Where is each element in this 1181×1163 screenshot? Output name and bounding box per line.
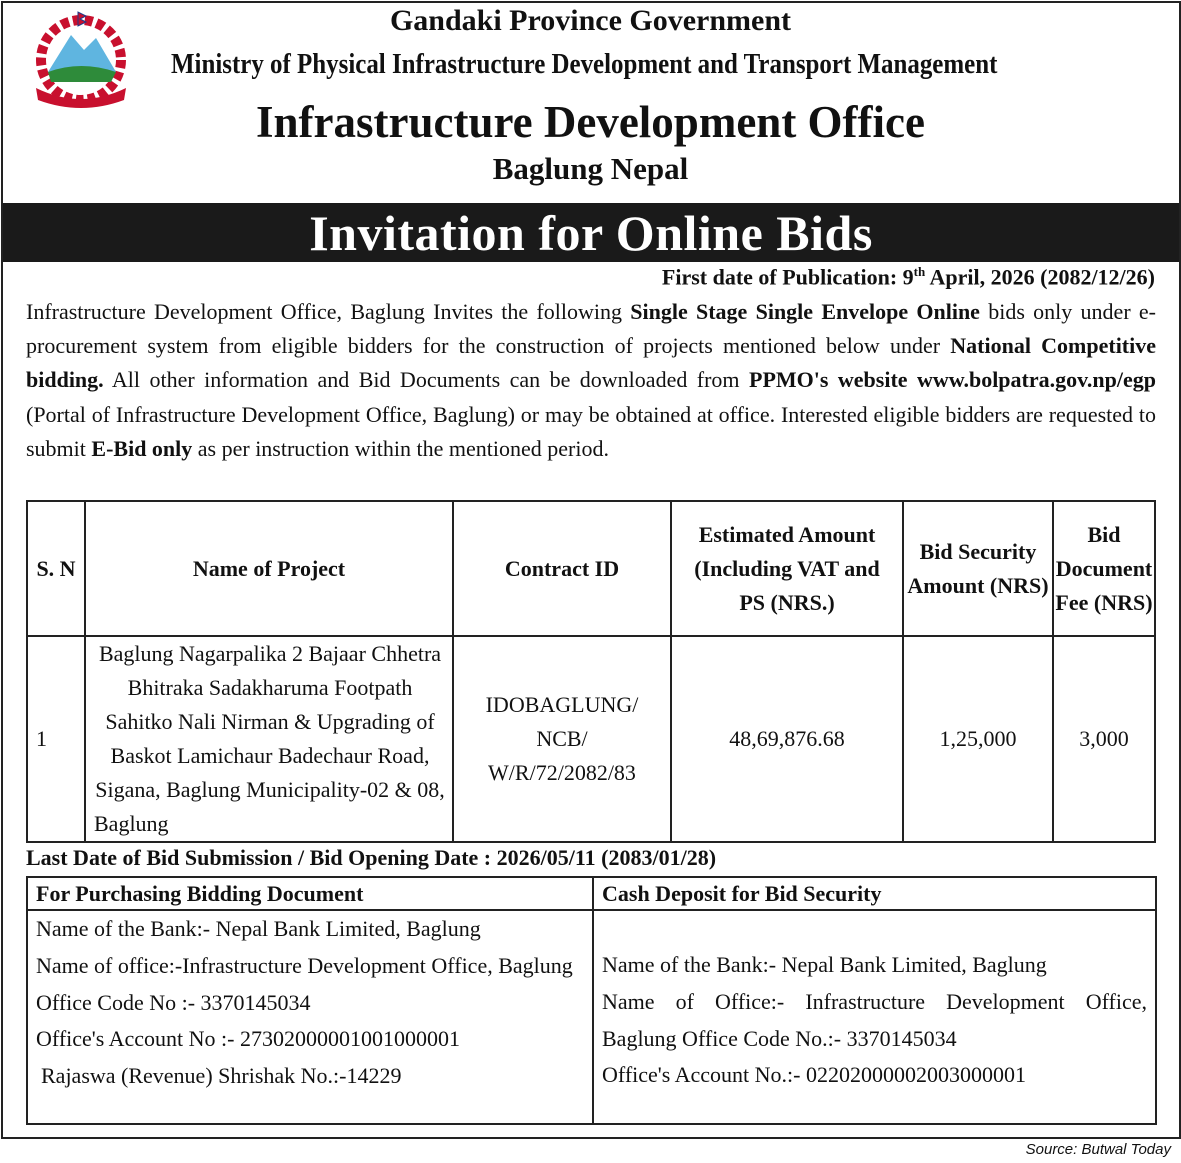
header-estimated: Estimated Amount (Including VAT and PS (NRS.) bbox=[671, 501, 903, 636]
purchase-bank: Name of the Bank:- Nepal Bank Limited, Baglung bbox=[36, 916, 481, 941]
deposit-details bbox=[593, 910, 1156, 1124]
cell-contract-id: IDOBAGLUNG/ NCB/ W/R/72/2082/83 bbox=[453, 636, 671, 842]
para-bold: National Competitive bidding. bbox=[26, 333, 1157, 393]
deposit-office: Name of Office:- Infrastructure Development Office, Baglung Office Code No.:- 3370145034 bbox=[602, 988, 1147, 1051]
ministry-title: Ministry of Physical Infrastructure Development and Transport Management bbox=[170, 48, 998, 80]
header-project: Name of Project bbox=[85, 501, 453, 636]
cell-sn: 1 bbox=[27, 636, 85, 842]
cell-project: Baglung Nagarpalika 2 Bajaar Chhetra Bhitraka Sadakharuma Footpath Sahitko Nali Nirman & Upgrading of Baskot Lamichaur Badechaur Road, Sigana, Baglung Municipality-02 & 08, Baglung bbox=[85, 636, 453, 842]
para-text: as per instruction within the mentioned period. bbox=[192, 435, 609, 461]
cell-estimated: 48,69,876.68 bbox=[671, 636, 903, 842]
header-security: Bid Security Amount (NRS) bbox=[903, 501, 1053, 636]
deposit-header: Cash Deposit for Bid Security bbox=[593, 877, 1156, 910]
table-row bbox=[27, 636, 1155, 842]
para-text: bids only under e- procurement system from eligible bidders for the construction of projects mentioned below under bbox=[26, 299, 1157, 359]
header-sn: S. N bbox=[27, 501, 85, 636]
source-credit: Source: Butwal Today bbox=[1025, 1141, 1171, 1158]
purchase-header: For Purchasing Bidding Document bbox=[27, 877, 593, 910]
para-text: All other information and Bid Documents can be downloaded from bbox=[103, 367, 750, 393]
bank-details-row bbox=[27, 910, 1156, 1124]
bids-header-row bbox=[27, 501, 1155, 636]
publication-date bbox=[662, 264, 1155, 290]
purchase-details bbox=[27, 910, 593, 1124]
publication-date-sup: th bbox=[913, 264, 926, 279]
office-title: Infrastructure Development Office bbox=[256, 97, 925, 147]
purchase-code: Office Code No :- 3370145034 bbox=[36, 989, 311, 1015]
publication-date-prefix: First date of Publication: 9 bbox=[661, 264, 914, 290]
deposit-bank: Name of the Bank:- Nepal Bank Limited, Baglung bbox=[602, 952, 1047, 977]
purchase-revenue: Rajaswa (Revenue) Shrishak No.:-14229 bbox=[41, 1063, 402, 1089]
province-title: Gandaki Province Government bbox=[389, 4, 792, 37]
bank-table bbox=[26, 876, 1157, 1125]
ppmo-link[interactable]: PPMO's website www.bolpatra.gov.np/egp bbox=[749, 367, 1157, 393]
last-date: Last Date of Bid Submission / Bid Opening Date : 2026/05/11 (2083/01/28) bbox=[26, 845, 717, 870]
deposit-account: Office's Account No.:- 02202000002003000001 bbox=[602, 1062, 1026, 1088]
para-text: Infrastructure Development Office, Baglung Invites the following bbox=[26, 299, 631, 324]
para-text: (Portal of Infrastructure Development Office, Baglung) or may be obtained at office. Interested eligible bidders are requested to submit bbox=[26, 401, 1156, 461]
banner-title: Invitation for Online Bids bbox=[3, 203, 1179, 262]
cell-security: 1,25,000 bbox=[903, 636, 1053, 842]
invitation-paragraph bbox=[26, 295, 1156, 466]
publication-date-suffix: April, 2026 (2082/12/26) bbox=[925, 264, 1155, 290]
cell-fee: 3,000 bbox=[1053, 636, 1155, 842]
purchase-office: Name of office:-Infrastructure Development Office, Baglung bbox=[36, 952, 573, 978]
header-contract-id: Contract ID bbox=[453, 501, 671, 636]
para-bold: Single Stage Single Envelope Online bbox=[630, 299, 980, 324]
bids-table bbox=[26, 500, 1156, 843]
bank-header-row bbox=[27, 877, 1156, 910]
purchase-account: Office's Account No :- 27302000001001000001 bbox=[36, 1026, 460, 1052]
header-fee: Bid Document Fee (NRS) bbox=[1053, 501, 1155, 636]
office-location: Baglung Nepal bbox=[492, 151, 689, 186]
para-bold: E-Bid only bbox=[91, 435, 193, 461]
